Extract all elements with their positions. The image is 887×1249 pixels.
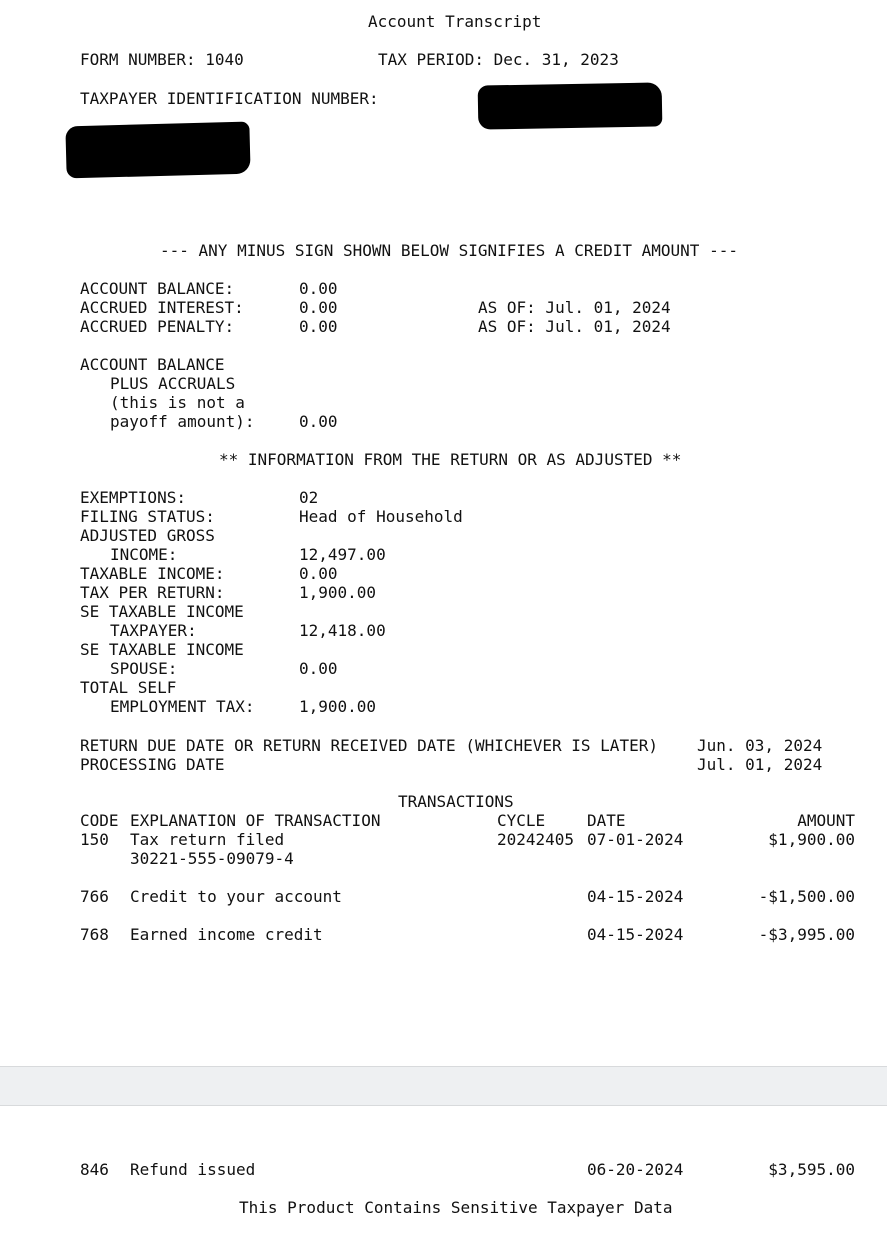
se-spouse-label-line1: SE TAXABLE INCOME xyxy=(80,640,244,659)
transaction-date: 04-15-2024 xyxy=(587,925,684,944)
account-balance-value: 0.00 xyxy=(299,279,338,298)
tax-per-return-value: 1,900.00 xyxy=(299,583,377,602)
col-amount-header: AMOUNT xyxy=(797,811,855,830)
accrued-interest-value: 0.00 xyxy=(299,298,338,317)
tin-label: TAXPAYER IDENTIFICATION NUMBER: xyxy=(80,89,379,108)
transaction-amount: $3,595.00 xyxy=(768,1160,855,1179)
return-due-date-label: RETURN DUE DATE OR RETURN RECEIVED DATE (WHICHEVER IS LATER) xyxy=(80,736,658,755)
transaction-explanation: Tax return filed xyxy=(130,830,285,849)
taxable-income-label: TAXABLE INCOME: xyxy=(80,564,225,583)
sensitive-data-footer: This Product Contains Sensitive Taxpayer Data xyxy=(239,1198,673,1217)
se-taxpayer-value: 12,418.00 xyxy=(299,621,386,640)
transaction-code: 150 xyxy=(80,830,109,849)
agi-value: 12,497.00 xyxy=(299,545,386,564)
taxable-income-value: 0.00 xyxy=(299,564,338,583)
exemptions-value: 02 xyxy=(299,488,319,507)
total-se-value: 1,900.00 xyxy=(299,697,377,716)
transaction-code: 846 xyxy=(80,1160,109,1179)
redaction-mark xyxy=(65,122,250,179)
document-title: Account Transcript xyxy=(368,12,542,31)
minus-sign-note: --- ANY MINUS SIGN SHOWN BELOW SIGNIFIES A CREDIT AMOUNT --- xyxy=(160,241,738,260)
transaction-code: 766 xyxy=(80,887,109,906)
plus-accruals-line3: (this is not a xyxy=(110,393,245,412)
accrued-penalty-label: ACCRUED PENALTY: xyxy=(80,317,235,336)
processing-date-value: Jul. 01, 2024 xyxy=(697,755,823,774)
accrued-interest-label: ACCRUED INTEREST: xyxy=(80,298,244,317)
agi-label-line1: ADJUSTED GROSS xyxy=(80,526,215,545)
transaction-date: 04-15-2024 xyxy=(587,887,684,906)
transaction-date: 07-01-2024 xyxy=(587,830,684,849)
transaction-explanation: Earned income credit xyxy=(130,925,323,944)
col-code-header: CODE xyxy=(80,811,119,830)
transaction-amount: -$1,500.00 xyxy=(758,887,855,906)
tax-period: TAX PERIOD: Dec. 31, 2023 xyxy=(378,50,619,69)
filing-status-value: Head of Household xyxy=(299,507,463,526)
transaction-date: 06-20-2024 xyxy=(587,1160,684,1179)
plus-accruals-value: 0.00 xyxy=(299,412,338,431)
transaction-explanation: Credit to your account xyxy=(130,887,342,906)
accrued-interest-asof: AS OF: Jul. 01, 2024 xyxy=(478,298,671,317)
tax-per-return-label: TAX PER RETURN: xyxy=(80,583,225,602)
col-date-header: DATE xyxy=(587,811,626,830)
se-spouse-value: 0.00 xyxy=(299,659,338,678)
col-cycle-header: CYCLE xyxy=(497,811,546,830)
return-due-date-value: Jun. 03, 2024 xyxy=(697,736,823,755)
redaction-mark xyxy=(478,82,663,129)
se-taxpayer-label-line1: SE TAXABLE INCOME xyxy=(80,602,244,621)
exemptions-label: EXEMPTIONS: xyxy=(80,488,186,507)
plus-accruals-line4: payoff amount): xyxy=(110,412,255,431)
transaction-explanation: Refund issued xyxy=(130,1160,256,1179)
total-se-label-line2: EMPLOYMENT TAX: xyxy=(110,697,255,716)
transactions-heading: TRANSACTIONS xyxy=(398,792,514,811)
transaction-amount: $1,900.00 xyxy=(768,830,855,849)
total-se-label-line1: TOTAL SELF xyxy=(80,678,177,697)
plus-accruals-line2: PLUS ACCRUALS xyxy=(110,374,236,393)
transaction-amount: -$3,995.00 xyxy=(758,925,855,944)
form-number: FORM NUMBER: 1040 xyxy=(80,50,244,69)
page-break-band xyxy=(0,1066,887,1106)
accrued-penalty-value: 0.00 xyxy=(299,317,338,336)
account-balance-label: ACCOUNT BALANCE: xyxy=(80,279,235,298)
agi-label-line2: INCOME: xyxy=(110,545,178,564)
transaction-code: 768 xyxy=(80,925,109,944)
se-taxpayer-label-line2: TAXPAYER: xyxy=(110,621,197,640)
return-info-heading: ** INFORMATION FROM THE RETURN OR AS ADJUSTED ** xyxy=(219,450,682,469)
col-explanation-header: EXPLANATION OF TRANSACTION xyxy=(130,811,381,830)
filing-status-label: FILING STATUS: xyxy=(80,507,215,526)
processing-date-label: PROCESSING DATE xyxy=(80,755,225,774)
transaction-cycle: 20242405 xyxy=(497,830,575,849)
se-spouse-label-line2: SPOUSE: xyxy=(110,659,178,678)
transaction-sub-number: 30221-555-09079-4 xyxy=(130,849,294,868)
accrued-penalty-asof: AS OF: Jul. 01, 2024 xyxy=(478,317,671,336)
plus-accruals-line1: ACCOUNT BALANCE xyxy=(80,355,225,374)
